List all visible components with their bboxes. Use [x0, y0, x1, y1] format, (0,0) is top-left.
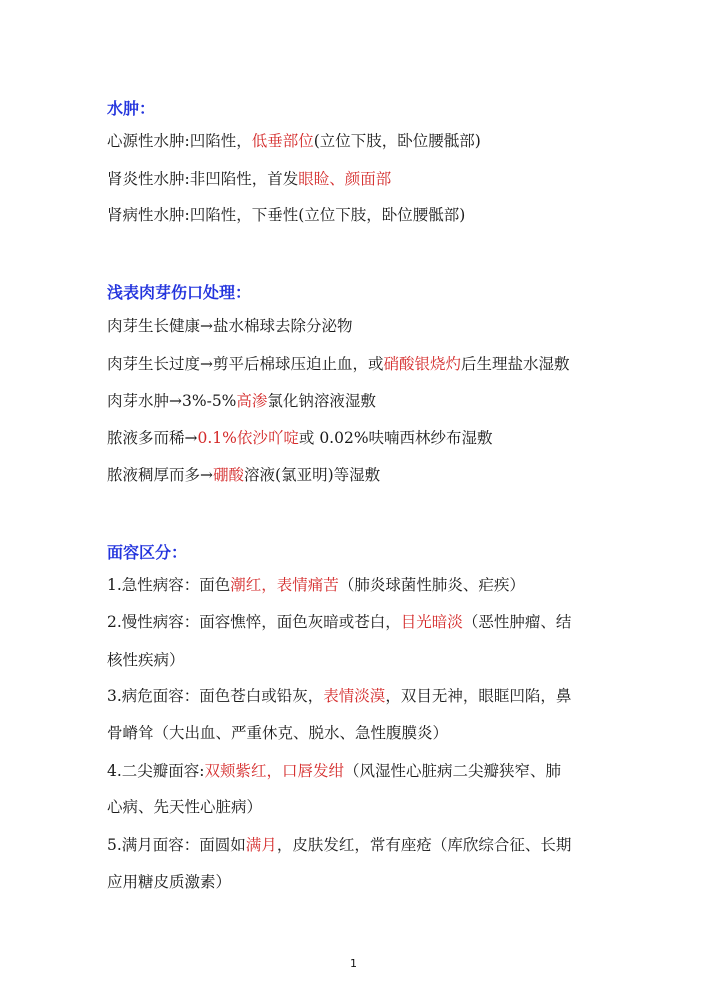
highlight-run: 高渗: [236, 392, 268, 410]
text-run: 肾病性水肿:凹陷性，下垂性(立位下肢，卧位腰骶部): [107, 206, 466, 224]
text-run: ，皮肤发红，常有座疮（库欣综合征、长期: [276, 836, 572, 854]
text-run: 3.病危面容：面色苍白或铅灰，: [107, 687, 324, 705]
text-line: [107, 354, 570, 374]
text-run: （恶性肿瘤、结: [462, 613, 572, 631]
text-run: （肺炎球菌性肺炎、疟疾）: [338, 576, 525, 594]
highlight-run: 表情淡漠: [323, 687, 386, 705]
text-line: [107, 650, 185, 670]
highlight-run: 硝酸银烧灼: [383, 355, 462, 373]
highlight-run: 硼酸: [213, 466, 245, 484]
text-line: [107, 835, 571, 855]
highlight-run: 双颊紫红，口唇发绀: [204, 762, 345, 780]
text-run: 氯化钠溶液湿敷: [267, 392, 376, 410]
text-run: 肉芽水肿→3%-5%: [107, 392, 237, 410]
highlight-run: 目光暗淡: [400, 613, 463, 631]
text-line: [107, 686, 571, 706]
text-run: 2.慢性病容：面容憔悴，面色灰暗或苍白，: [107, 613, 401, 631]
text-run: 心源性水肿:凹陷性，: [107, 132, 252, 150]
text-run: 溶液(氯亚明)等湿敷: [244, 466, 381, 484]
text-run: (立位下肢，卧位腰骶部): [313, 132, 481, 150]
highlight-run: 潮红，表情痛苦: [230, 576, 339, 594]
text-run: ，双目无神，眼眶凹陷，鼻: [385, 687, 572, 705]
page-number: 1: [350, 957, 357, 970]
text-run: （风湿性心脏病二尖瓣狭窄、肺: [344, 762, 562, 780]
text-line: [107, 169, 391, 189]
text-run: 肉芽生长健康→盐水棉球去除分泌物: [107, 317, 353, 335]
text-run: 或 0.02%呋喃西林纱布湿敷: [298, 429, 493, 447]
highlight-run: 眼睑、颜面部: [298, 170, 392, 188]
text-run: 脓液多而稀→: [107, 429, 198, 447]
text-line: [107, 723, 448, 743]
text-line: [107, 575, 525, 595]
text-run: 骨嵴耸（大出血、严重休克、脱水、急性腹膜炎）: [107, 724, 449, 742]
text-line: [107, 131, 481, 151]
text-run: 1.急性病容：面色: [107, 576, 231, 594]
text-line: [107, 391, 376, 411]
text-run: 5.满月面容：面圆如: [107, 836, 246, 854]
text-run: 核性疾病）: [107, 651, 185, 669]
text-line: [107, 761, 561, 781]
text-run: 肉芽生长过度→剪平后棉球压迫止血，或: [107, 355, 384, 373]
text-run: 4.二尖瓣面容:: [107, 762, 205, 780]
text-run: 肾炎性水肿:非凹陷性，首发: [107, 170, 299, 188]
text-line: [107, 316, 353, 336]
text-line: [107, 205, 465, 225]
section-heading-edema: 水肿：: [107, 99, 156, 118]
highlight-run: 0.1%依沙吖啶: [197, 429, 299, 447]
text-run: 脓液稠厚而多→: [107, 466, 213, 484]
text-run: 应用糖皮质激素）: [107, 873, 232, 891]
text-line: [107, 612, 571, 632]
text-run: 后生理盐水湿敷: [461, 355, 570, 373]
text-line: [107, 465, 380, 485]
text-line: [107, 428, 493, 448]
text-line: [107, 872, 231, 892]
section-heading-wound: 浅表肉芽伤口处理：: [107, 283, 252, 302]
section-heading-facies: 面容区分：: [107, 543, 188, 562]
highlight-run: 满月: [245, 836, 277, 854]
text-run: 心病、先天性心脏病）: [107, 798, 263, 816]
text-line: [107, 797, 262, 817]
highlight-run: 低垂部位: [251, 132, 314, 150]
